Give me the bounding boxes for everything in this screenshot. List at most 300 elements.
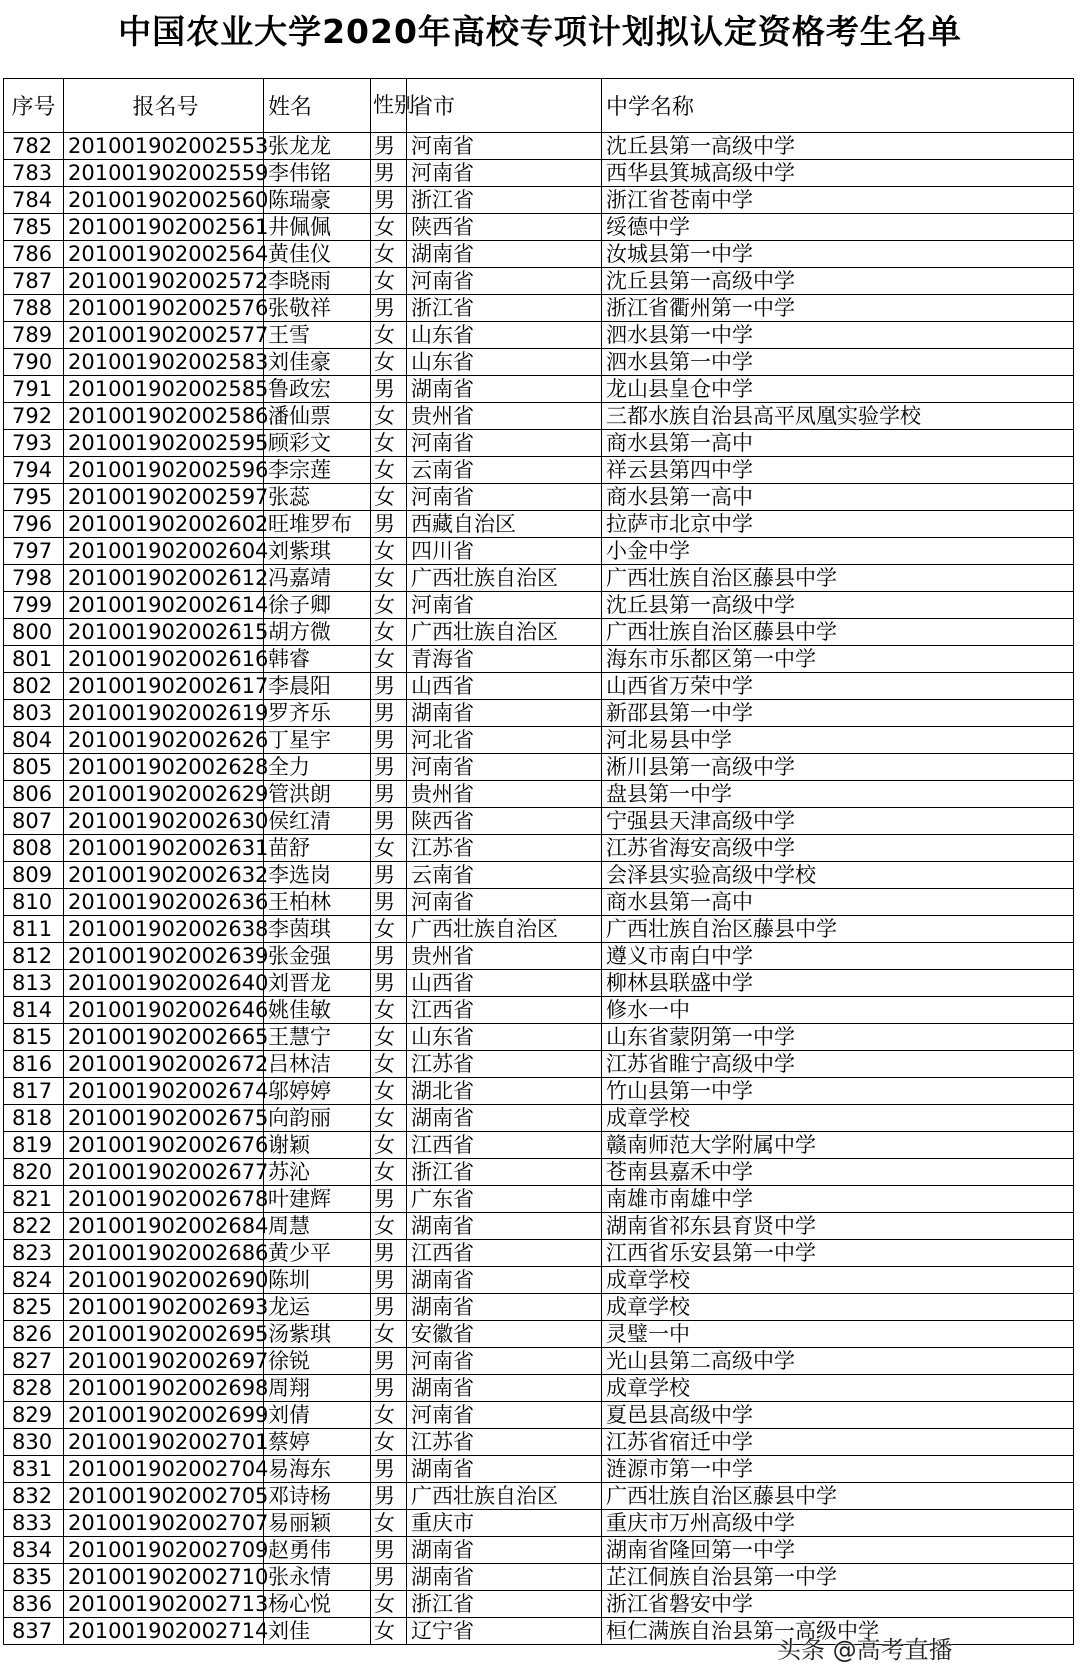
table-row	[4, 592, 1074, 619]
cell-province: 贵州省	[407, 403, 602, 430]
cell-school: 祥云县第四中学	[602, 457, 1074, 484]
cell-name: 陈圳	[264, 1267, 371, 1294]
cell-province: 湖南省	[407, 1294, 602, 1321]
table-row	[4, 997, 1074, 1024]
cell-province: 河南省	[407, 430, 602, 457]
cell-name: 潘仙票	[264, 403, 371, 430]
cell-sex: 男	[371, 1375, 407, 1402]
page-title: 中国农业大学2020年高校专项计划拟认定资格考生名单	[118, 12, 962, 51]
table-row	[4, 187, 1074, 214]
cell-school: 商水县第一高中	[602, 889, 1074, 916]
cell-id: 201001902002636	[64, 889, 264, 916]
cell-sex: 男	[371, 187, 407, 214]
cell-province: 江西省	[407, 997, 602, 1024]
cell-no: 836	[4, 1591, 64, 1618]
cell-id: 201001902002677	[64, 1159, 264, 1186]
cell-id: 201001902002572	[64, 268, 264, 295]
cell-no: 827	[4, 1348, 64, 1375]
cell-school: 江苏省睢宁高级中学	[602, 1051, 1074, 1078]
cell-sex: 男	[371, 1348, 407, 1375]
cell-school: 泗水县第一中学	[602, 322, 1074, 349]
cell-name: 鲁政宏	[264, 376, 371, 403]
cell-sex: 男	[371, 376, 407, 403]
cell-no: 799	[4, 592, 64, 619]
header-sex: 性别	[371, 79, 407, 133]
table-row	[4, 484, 1074, 511]
cell-no: 816	[4, 1051, 64, 1078]
cell-sex: 女	[371, 268, 407, 295]
cell-no: 805	[4, 754, 64, 781]
cell-no: 817	[4, 1078, 64, 1105]
table-row	[4, 808, 1074, 835]
cell-province: 山东省	[407, 322, 602, 349]
cell-no: 824	[4, 1267, 64, 1294]
cell-id: 201001902002614	[64, 592, 264, 619]
cell-sex: 女	[371, 1213, 407, 1240]
table-row	[4, 1537, 1074, 1564]
cell-id: 201001902002615	[64, 619, 264, 646]
cell-name: 李选岗	[264, 862, 371, 889]
cell-province: 山东省	[407, 349, 602, 376]
table-row	[4, 673, 1074, 700]
cell-no: 783	[4, 160, 64, 187]
cell-no: 789	[4, 322, 64, 349]
cell-province: 江苏省	[407, 835, 602, 862]
cell-school: 山东省蒙阴第一中学	[602, 1024, 1074, 1051]
cell-province: 辽宁省	[407, 1618, 602, 1645]
cell-id: 201001902002586	[64, 403, 264, 430]
cell-name: 叶建辉	[264, 1186, 371, 1213]
table-row	[4, 538, 1074, 565]
table-row	[4, 1267, 1074, 1294]
cell-name: 全力	[264, 754, 371, 781]
cell-no: 794	[4, 457, 64, 484]
cell-id: 201001902002628	[64, 754, 264, 781]
cell-name: 邓诗杨	[264, 1483, 371, 1510]
cell-id: 201001902002710	[64, 1564, 264, 1591]
cell-no: 801	[4, 646, 64, 673]
cell-id: 201001902002704	[64, 1456, 264, 1483]
cell-no: 811	[4, 916, 64, 943]
cell-sex: 女	[371, 538, 407, 565]
cell-sex: 男	[371, 511, 407, 538]
cell-school: 遵义市南白中学	[602, 943, 1074, 970]
cell-no: 795	[4, 484, 64, 511]
cell-sex: 男	[371, 673, 407, 700]
cell-school: 新邵县第一中学	[602, 700, 1074, 727]
cell-name: 徐锐	[264, 1348, 371, 1375]
cell-name: 徐子卿	[264, 592, 371, 619]
cell-school: 赣南师范大学附属中学	[602, 1132, 1074, 1159]
table-row	[4, 1429, 1074, 1456]
table-row	[4, 1186, 1074, 1213]
table-row	[4, 1483, 1074, 1510]
cell-sex: 女	[371, 1591, 407, 1618]
cell-sex: 男	[371, 700, 407, 727]
cell-sex: 女	[371, 565, 407, 592]
cell-sex: 女	[371, 349, 407, 376]
cell-sex: 男	[371, 781, 407, 808]
cell-school: 成章学校	[602, 1375, 1074, 1402]
cell-province: 河北省	[407, 727, 602, 754]
cell-name: 周翔	[264, 1375, 371, 1402]
cell-sex: 女	[371, 916, 407, 943]
table-row	[4, 1294, 1074, 1321]
cell-no: 804	[4, 727, 64, 754]
cell-no: 802	[4, 673, 64, 700]
cell-id: 201001902002640	[64, 970, 264, 997]
table-row	[4, 1591, 1074, 1618]
cell-school: 西华县箕城高级中学	[602, 160, 1074, 187]
cell-id: 201001902002690	[64, 1267, 264, 1294]
cell-sex: 女	[371, 1051, 407, 1078]
table-row	[4, 835, 1074, 862]
cell-school: 沈丘县第一高级中学	[602, 592, 1074, 619]
table-row	[4, 1213, 1074, 1240]
cell-id: 201001902002616	[64, 646, 264, 673]
cell-sex: 男	[371, 1294, 407, 1321]
cell-no: 837	[4, 1618, 64, 1645]
cell-id: 201001902002676	[64, 1132, 264, 1159]
cell-province: 陕西省	[407, 808, 602, 835]
table-row	[4, 349, 1074, 376]
cell-name: 易海东	[264, 1456, 371, 1483]
table-row	[4, 1510, 1074, 1537]
cell-sex: 女	[371, 1402, 407, 1429]
cell-name: 张敬祥	[264, 295, 371, 322]
cell-province: 河南省	[407, 889, 602, 916]
cell-sex: 女	[371, 214, 407, 241]
table-row	[4, 1402, 1074, 1429]
cell-name: 刘倩	[264, 1402, 371, 1429]
table-row	[4, 700, 1074, 727]
cell-no: 797	[4, 538, 64, 565]
cell-name: 张永情	[264, 1564, 371, 1591]
cell-id: 201001902002707	[64, 1510, 264, 1537]
cell-school: 芷江侗族自治县第一中学	[602, 1564, 1074, 1591]
cell-sex: 男	[371, 1483, 407, 1510]
cell-sex: 男	[371, 862, 407, 889]
cell-school: 柳林县联盛中学	[602, 970, 1074, 997]
cell-sex: 女	[371, 241, 407, 268]
cell-no: 786	[4, 241, 64, 268]
cell-school: 广西壮族自治区藤县中学	[602, 565, 1074, 592]
cell-school: 广西壮族自治区藤县中学	[602, 916, 1074, 943]
cell-province: 山西省	[407, 673, 602, 700]
table-row	[4, 781, 1074, 808]
cell-sex: 男	[371, 808, 407, 835]
cell-province: 山西省	[407, 970, 602, 997]
cell-province: 湖南省	[407, 1105, 602, 1132]
cell-province: 河南省	[407, 1402, 602, 1429]
cell-sex: 男	[371, 754, 407, 781]
cell-id: 201001902002583	[64, 349, 264, 376]
cell-sex: 女	[371, 1321, 407, 1348]
watermark: 头条 @高考直播	[777, 1636, 953, 1664]
cell-id: 201001902002564	[64, 241, 264, 268]
table-row	[4, 1105, 1074, 1132]
cell-province: 湖南省	[407, 1375, 602, 1402]
table-row	[4, 1321, 1074, 1348]
cell-sex: 男	[371, 295, 407, 322]
cell-sex: 女	[371, 403, 407, 430]
cell-name: 王柏林	[264, 889, 371, 916]
cell-no: 807	[4, 808, 64, 835]
table-row	[4, 1375, 1074, 1402]
cell-name: 蔡婷	[264, 1429, 371, 1456]
cell-province: 湖南省	[407, 376, 602, 403]
cell-no: 806	[4, 781, 64, 808]
cell-school: 涟源市第一中学	[602, 1456, 1074, 1483]
cell-province: 河南省	[407, 592, 602, 619]
cell-no: 810	[4, 889, 64, 916]
cell-school: 沈丘县第一高级中学	[602, 133, 1074, 160]
cell-school: 绥德中学	[602, 214, 1074, 241]
cell-name: 龙运	[264, 1294, 371, 1321]
cell-province: 浙江省	[407, 1159, 602, 1186]
cell-province: 四川省	[407, 538, 602, 565]
cell-province: 湖南省	[407, 1537, 602, 1564]
cell-id: 201001902002686	[64, 1240, 264, 1267]
cell-school: 成章学校	[602, 1267, 1074, 1294]
cell-name: 姚佳敏	[264, 997, 371, 1024]
cell-name: 旺堆罗布	[264, 511, 371, 538]
table-row	[4, 457, 1074, 484]
cell-sex: 女	[371, 457, 407, 484]
cell-id: 201001902002684	[64, 1213, 264, 1240]
cell-sex: 男	[371, 1456, 407, 1483]
cell-id: 201001902002597	[64, 484, 264, 511]
cell-province: 云南省	[407, 457, 602, 484]
cell-id: 201001902002695	[64, 1321, 264, 1348]
cell-school: 三都水族自治县高平凤凰实验学校	[602, 403, 1074, 430]
table-row	[4, 1051, 1074, 1078]
cell-school: 淅川县第一高级中学	[602, 754, 1074, 781]
cell-id: 201001902002698	[64, 1375, 264, 1402]
cell-province: 湖南省	[407, 1213, 602, 1240]
cell-no: 785	[4, 214, 64, 241]
cell-sex: 女	[371, 484, 407, 511]
cell-sex: 女	[371, 1159, 407, 1186]
cell-school: 沈丘县第一高级中学	[602, 268, 1074, 295]
cell-no: 796	[4, 511, 64, 538]
cell-school: 商水县第一高中	[602, 484, 1074, 511]
cell-school: 江西省乐安县第一中学	[602, 1240, 1074, 1267]
cell-school: 湖南省隆回第一中学	[602, 1537, 1074, 1564]
cell-id: 201001902002638	[64, 916, 264, 943]
cell-no: 793	[4, 430, 64, 457]
cell-province: 河南省	[407, 133, 602, 160]
cell-no: 788	[4, 295, 64, 322]
cell-id: 201001902002576	[64, 295, 264, 322]
table-row	[4, 1024, 1074, 1051]
cell-id: 201001902002626	[64, 727, 264, 754]
cell-id: 201001902002672	[64, 1051, 264, 1078]
cell-id: 201001902002596	[64, 457, 264, 484]
cell-id: 201001902002701	[64, 1429, 264, 1456]
cell-province: 广东省	[407, 1186, 602, 1213]
cell-school: 河北易县中学	[602, 727, 1074, 754]
cell-id: 201001902002619	[64, 700, 264, 727]
cell-school: 湖南省祁东县育贤中学	[602, 1213, 1074, 1240]
table-body	[4, 133, 1074, 1645]
cell-no: 791	[4, 376, 64, 403]
cell-name: 刘晋龙	[264, 970, 371, 997]
cell-id: 201001902002699	[64, 1402, 264, 1429]
cell-province: 重庆市	[407, 1510, 602, 1537]
cell-no: 826	[4, 1321, 64, 1348]
cell-school: 拉萨市北京中学	[602, 511, 1074, 538]
cell-school: 盘县第一中学	[602, 781, 1074, 808]
cell-school: 宁强县天津高级中学	[602, 808, 1074, 835]
cell-no: 820	[4, 1159, 64, 1186]
cell-no: 809	[4, 862, 64, 889]
cell-sex: 男	[371, 1267, 407, 1294]
header-province: 省市	[407, 79, 602, 133]
cell-no: 815	[4, 1024, 64, 1051]
cell-id: 201001902002714	[64, 1618, 264, 1645]
cell-name: 杨心悦	[264, 1591, 371, 1618]
cell-province: 湖南省	[407, 1267, 602, 1294]
table-row	[4, 646, 1074, 673]
cell-name: 李晓雨	[264, 268, 371, 295]
cell-name: 苗舒	[264, 835, 371, 862]
cell-name: 向韵丽	[264, 1105, 371, 1132]
cell-province: 广西壮族自治区	[407, 916, 602, 943]
cell-no: 790	[4, 349, 64, 376]
table-row	[4, 1132, 1074, 1159]
table-row	[4, 430, 1074, 457]
cell-id: 201001902002560	[64, 187, 264, 214]
cell-sex: 男	[371, 1186, 407, 1213]
cell-id: 201001902002553	[64, 133, 264, 160]
table-row	[4, 511, 1074, 538]
table-row	[4, 214, 1074, 241]
table-row	[4, 754, 1074, 781]
cell-name: 井佩佩	[264, 214, 371, 241]
cell-province: 江苏省	[407, 1051, 602, 1078]
cell-id: 201001902002709	[64, 1537, 264, 1564]
cell-province: 湖南省	[407, 1456, 602, 1483]
cell-name: 邬婷婷	[264, 1078, 371, 1105]
cell-sex: 女	[371, 430, 407, 457]
cell-id: 201001902002559	[64, 160, 264, 187]
table-row	[4, 241, 1074, 268]
cell-name: 赵勇伟	[264, 1537, 371, 1564]
cell-sex: 男	[371, 1240, 407, 1267]
cell-school: 竹山县第一中学	[602, 1078, 1074, 1105]
cell-no: 830	[4, 1429, 64, 1456]
table-row	[4, 943, 1074, 970]
cell-province: 河南省	[407, 160, 602, 187]
cell-name: 汤紫琪	[264, 1321, 371, 1348]
cell-name: 王慧宁	[264, 1024, 371, 1051]
cell-sex: 男	[371, 727, 407, 754]
cell-sex: 男	[371, 943, 407, 970]
cell-province: 青海省	[407, 646, 602, 673]
table-row	[4, 160, 1074, 187]
table-row	[4, 133, 1074, 160]
cell-no: 787	[4, 268, 64, 295]
cell-no: 792	[4, 403, 64, 430]
table-row	[4, 565, 1074, 592]
table-row	[4, 889, 1074, 916]
cell-sex: 男	[371, 133, 407, 160]
cell-no: 813	[4, 970, 64, 997]
cell-school: 商水县第一高中	[602, 430, 1074, 457]
cell-no: 798	[4, 565, 64, 592]
header-id: 报名号	[64, 79, 264, 133]
cell-school: 广西壮族自治区藤县中学	[602, 1483, 1074, 1510]
cell-id: 201001902002697	[64, 1348, 264, 1375]
cell-school: 龙山县皇仓中学	[602, 376, 1074, 403]
cell-sex: 男	[371, 160, 407, 187]
cell-no: 832	[4, 1483, 64, 1510]
cell-school: 成章学校	[602, 1294, 1074, 1321]
candidate-table	[3, 78, 1074, 1645]
cell-name: 黄佳仪	[264, 241, 371, 268]
cell-id: 201001902002665	[64, 1024, 264, 1051]
cell-id: 201001902002604	[64, 538, 264, 565]
cell-school: 汝城县第一中学	[602, 241, 1074, 268]
cell-name: 胡方微	[264, 619, 371, 646]
cell-school: 江苏省宿迁中学	[602, 1429, 1074, 1456]
cell-name: 刘佳	[264, 1618, 371, 1645]
cell-sex: 女	[371, 1132, 407, 1159]
cell-province: 河南省	[407, 268, 602, 295]
cell-sex: 男	[371, 970, 407, 997]
cell-province: 湖南省	[407, 1564, 602, 1591]
cell-no: 803	[4, 700, 64, 727]
cell-province: 江西省	[407, 1240, 602, 1267]
cell-id: 201001902002629	[64, 781, 264, 808]
table-row	[4, 619, 1074, 646]
cell-province: 湖北省	[407, 1078, 602, 1105]
cell-sex: 女	[371, 322, 407, 349]
cell-province: 河南省	[407, 1348, 602, 1375]
cell-name: 苏沁	[264, 1159, 371, 1186]
table-row	[4, 322, 1074, 349]
cell-id: 201001902002646	[64, 997, 264, 1024]
cell-school: 修水一中	[602, 997, 1074, 1024]
header-name: 姓名	[264, 79, 371, 133]
cell-name: 李茵琪	[264, 916, 371, 943]
cell-id: 201001902002630	[64, 808, 264, 835]
cell-name: 罗齐乐	[264, 700, 371, 727]
table-row	[4, 1240, 1074, 1267]
cell-sex: 女	[371, 1078, 407, 1105]
header-no: 序号	[4, 79, 64, 133]
cell-no: 833	[4, 1510, 64, 1537]
cell-school: 桓仁满族自治县第一高级中学	[602, 1618, 1074, 1645]
table-row	[4, 970, 1074, 997]
cell-id: 201001902002612	[64, 565, 264, 592]
cell-province: 陕西省	[407, 214, 602, 241]
cell-id: 201001902002713	[64, 1591, 264, 1618]
cell-no: 819	[4, 1132, 64, 1159]
cell-no: 831	[4, 1456, 64, 1483]
cell-no: 784	[4, 187, 64, 214]
cell-sex: 女	[371, 997, 407, 1024]
cell-name: 冯嘉靖	[264, 565, 371, 592]
cell-id: 201001902002632	[64, 862, 264, 889]
cell-school: 重庆市万州高级中学	[602, 1510, 1074, 1537]
cell-name: 王雪	[264, 322, 371, 349]
cell-id: 201001902002585	[64, 376, 264, 403]
cell-id: 201001902002674	[64, 1078, 264, 1105]
cell-name: 刘紫琪	[264, 538, 371, 565]
cell-province: 广西壮族自治区	[407, 1483, 602, 1510]
